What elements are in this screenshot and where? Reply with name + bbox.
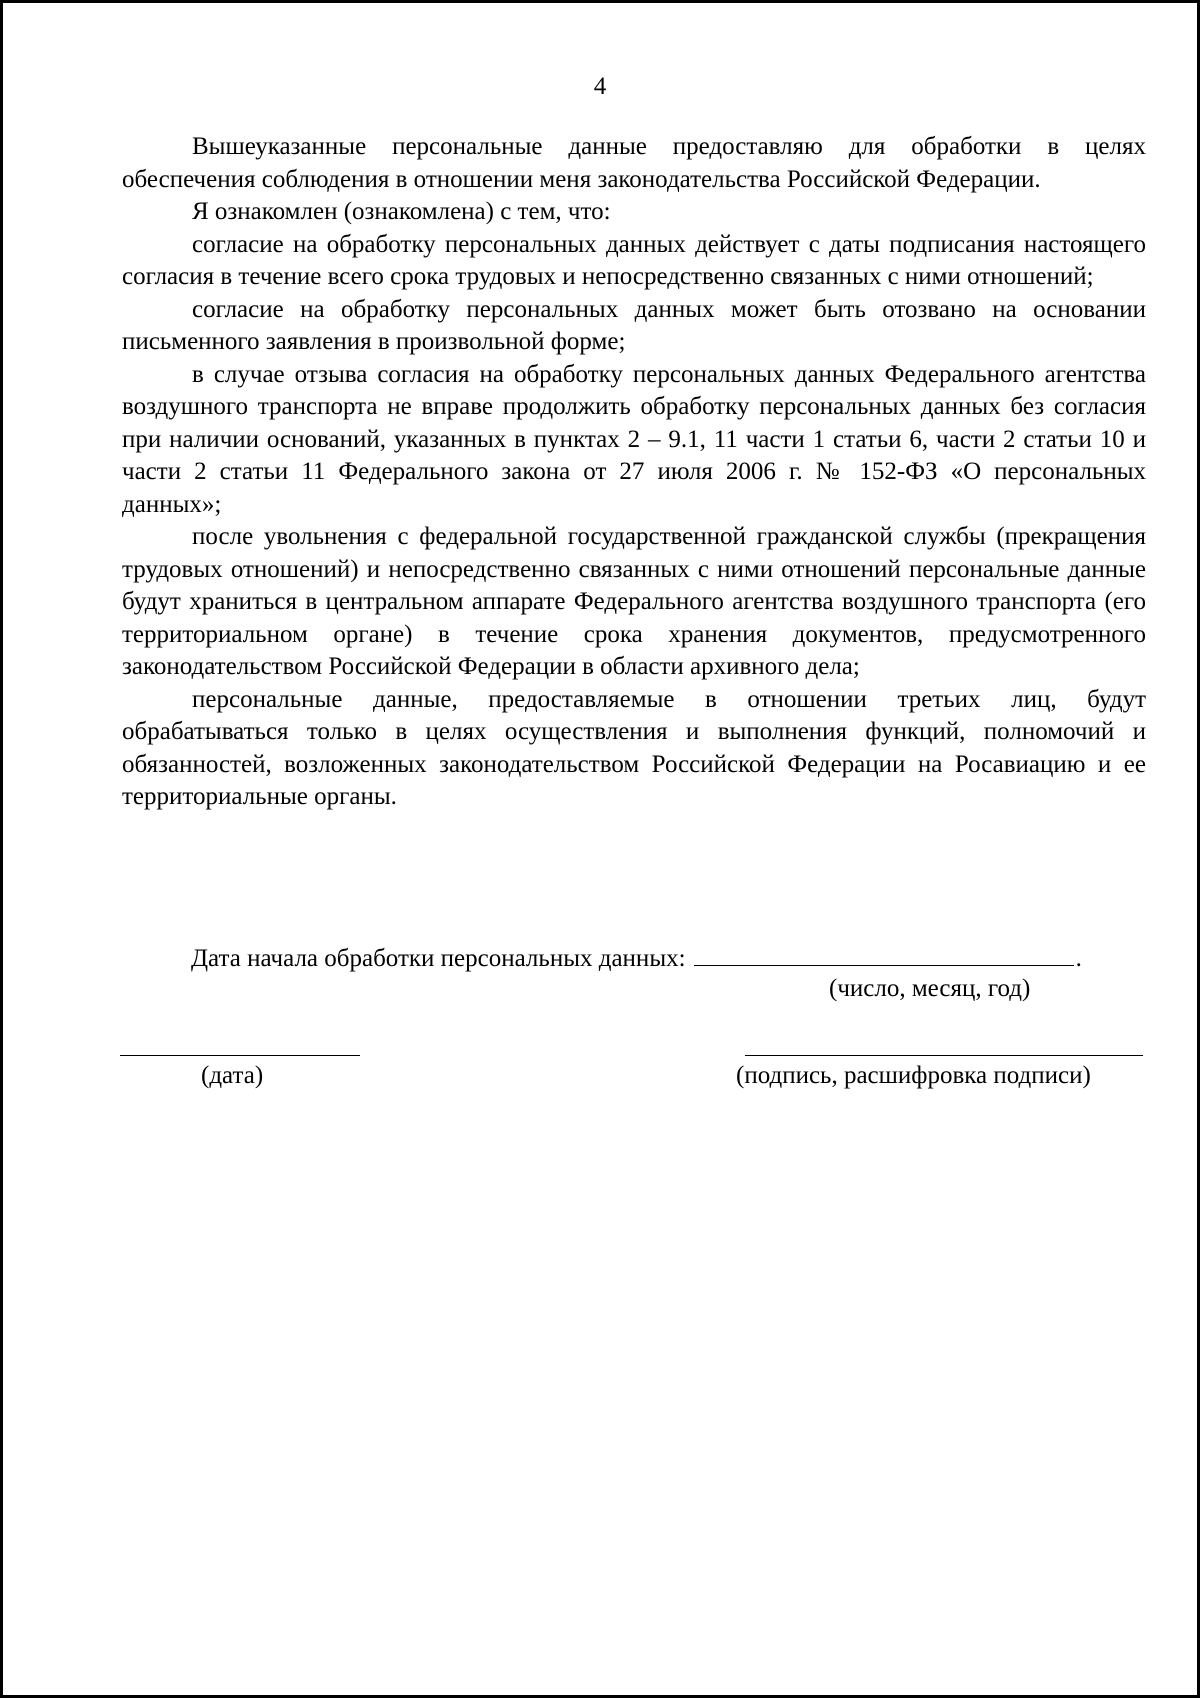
- date-hint: (дата): [201, 1062, 264, 1089]
- signature-field[interactable]: [745, 1055, 1143, 1056]
- start-date-terminator: .: [1075, 945, 1082, 972]
- date-field[interactable]: [120, 1055, 360, 1056]
- paragraph-purpose: Вышеуказанные персональные данные предоставляю для обработки в целях обеспечения соблюдения в отношении меня законодательства Российской Федерации.: [122, 133, 1146, 193]
- paragraph-data-retention: после увольнения с федеральной государственной гражданской службы (прекращения трудовых отношений) и непосредственно связанных с ними отношений персональные данные будут храниться в центральном аппарате Федерального агентства воздушного транспорта (его территориальном органе) в течение срока хранения документов, предусмотренного законодательством Российской Федерации в области архивного дела;: [122, 523, 1146, 680]
- paragraph-acknowledgement: Я ознакомлен (ознакомлена) с тем, что:: [192, 198, 611, 225]
- paragraph-consent-validity: согласие на обработку персональных данных действует с даты подписания настоящего согласия в течение всего срока трудовых и непосредственно связанных с ними отношений;: [122, 230, 1146, 290]
- start-date-hint: (число, месяц, год): [829, 975, 1031, 1002]
- start-date-field[interactable]: [694, 939, 1074, 966]
- paragraph-third-party-data: персональные данные, предоставляемые в отношении третьих лиц, будут обрабатываться только в целях осуществления и выполнения функций, полномочий и обязанностей, возложенных законодательством Российской Федерации на Росавиацию и ее территориальные органы.: [122, 685, 1146, 810]
- start-date-row: [191, 939, 1146, 975]
- consent-body: [122, 131, 1146, 814]
- start-date-label: Дата начала обработки персональных данных:: [191, 945, 686, 972]
- signature-hint: (подпись, расшифровка подписи): [736, 1062, 1091, 1089]
- paragraph-withdrawal-consequences: в случае отзыва согласия на обработку персональных данных Федерального агентства воздушного транспорта не вправе продолжить обработку персональных данных без согласия при наличии оснований, указанных в пунктах 2 – 9.1, 11 части 1 статьи 6, части 2 статьи 10 и части 2 статьи 11 Федерального закона от 27 июля 2006 г. № 152-ФЗ «О персональных данных»;: [122, 360, 1146, 518]
- page-number: 4: [593, 73, 607, 100]
- paragraph-consent-withdrawal: согласие на обработку персональных данных может быть отозвано на основании письменного заявления в произвольной форме;: [122, 295, 1146, 355]
